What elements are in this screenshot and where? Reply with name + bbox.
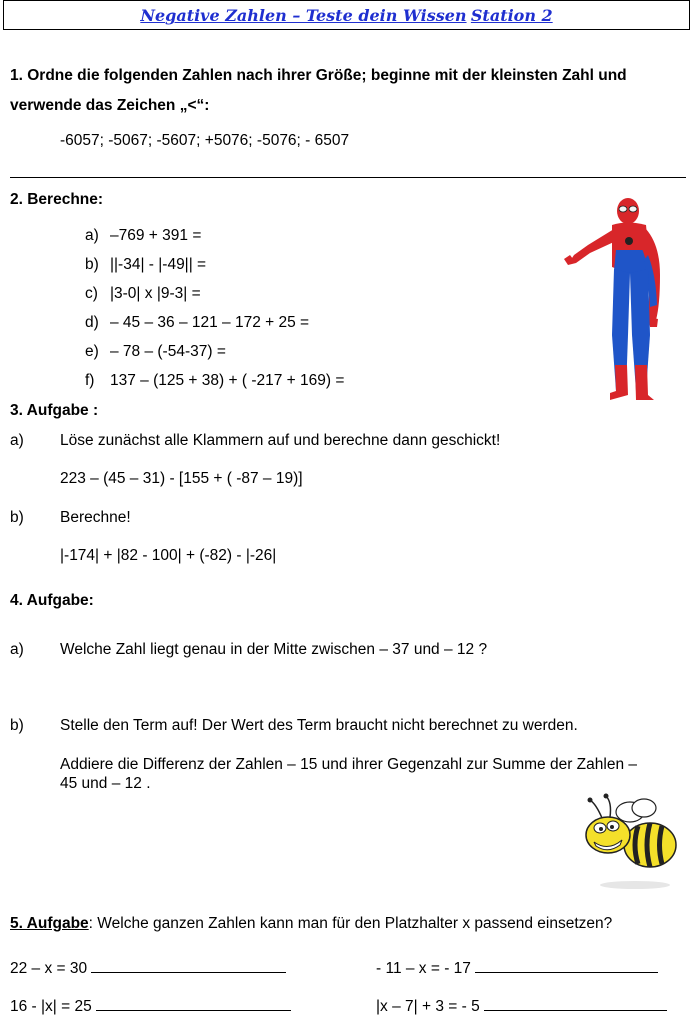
task5-line (10, 915, 612, 933)
task2-label-c: c) (85, 285, 98, 302)
task2-expr-d: – 45 – 36 – 121 – 172 + 25 = (110, 314, 310, 331)
answer-line-2[interactable] (475, 958, 658, 973)
task3-heading: 3. Aufgabe : (10, 402, 99, 419)
task4-b-line2: 45 und – 12 . (60, 775, 151, 792)
task4-text-a: Welche Zahl liegt genau in der Mitte zwischen – 37 und – 12 ? (60, 641, 488, 658)
task2-label-f: f) (85, 372, 95, 389)
task2-expr-b: ||-34| - |-49|| = (110, 256, 207, 273)
task3-label-b: b) (10, 509, 24, 526)
task2-expr-c: |3-0| x |9-3| = (110, 285, 201, 302)
task5-eq2 (376, 958, 658, 978)
divider (10, 177, 686, 178)
task5-eq3-text: 16 - |x| = 25 (10, 998, 92, 1015)
task5-eq3 (10, 996, 291, 1016)
task1-line1: 1. Ordne die folgenden Zahlen nach ihrer Größe; beginne mit der kleinsten Zahl und (10, 67, 627, 84)
task5-text: : Welche ganzen Zahlen kann man für den Platzhalter x passend einsetzen? (88, 915, 613, 932)
task5-eq4 (376, 996, 667, 1016)
bee-cartoon (580, 790, 685, 890)
task3-expr-a: 223 – (45 – 31) - [155 + ( -87 – 19)] (60, 470, 303, 487)
task4-text-b: Stelle den Term auf! Der Wert des Term braucht nicht berechnet zu werden. (60, 717, 578, 734)
task2-heading: 2. Berechne: (10, 191, 104, 208)
task5-eq1-text: 22 – x = 30 (10, 960, 88, 977)
task2-expr-e: – 78 – (-54-37) = (110, 343, 226, 360)
title-bar (3, 0, 690, 30)
task3-expr-b: |-174| + |82 - 100| + (-82) - |-26| (60, 547, 277, 564)
task5-heading: 5. Aufgabe (10, 915, 89, 932)
worksheet-title: Negative Zahlen – Teste dein Wissen (140, 6, 467, 25)
task3-text-b: Berechne! (60, 509, 131, 526)
task4-label-b: b) (10, 717, 24, 734)
task1-line2: verwende das Zeichen „<“: (10, 97, 210, 114)
task2-expr-f: 137 – (125 + 38) + ( -217 + 169) = (110, 372, 345, 389)
task2-label-d: d) (85, 314, 99, 331)
task5-eq1 (10, 958, 286, 978)
task5-eq2-text: - 11 – x = - 17 (376, 960, 471, 977)
task1-numbers: -6057; -5067; -5607; +5076; -5076; - 6507 (60, 132, 350, 149)
task4-heading: 4. Aufgabe: (10, 592, 94, 609)
task2-label-b: b) (85, 256, 99, 273)
task4-b-line1: Addiere die Differenz der Zahlen – 15 und ihrer Gegenzahl zur Summe der Zahlen – (60, 756, 637, 773)
task5-eq4-text: |x – 7| + 3 = - 5 (376, 998, 480, 1015)
task4-label-a: a) (10, 641, 24, 658)
answer-line-4[interactable] (484, 996, 667, 1011)
answer-line-3[interactable] (96, 996, 291, 1011)
task3-text-a: Löse zunächst alle Klammern auf und berechne dann geschickt! (60, 432, 501, 449)
spiderman-figure (560, 195, 680, 410)
answer-line-1[interactable] (91, 958, 286, 973)
task3-label-a: a) (10, 432, 24, 449)
station-label: Station 2 (470, 6, 553, 25)
task2-label-a: a) (85, 227, 99, 244)
task2-expr-a: –769 + 391 = (110, 227, 202, 244)
task2-label-e: e) (85, 343, 99, 360)
